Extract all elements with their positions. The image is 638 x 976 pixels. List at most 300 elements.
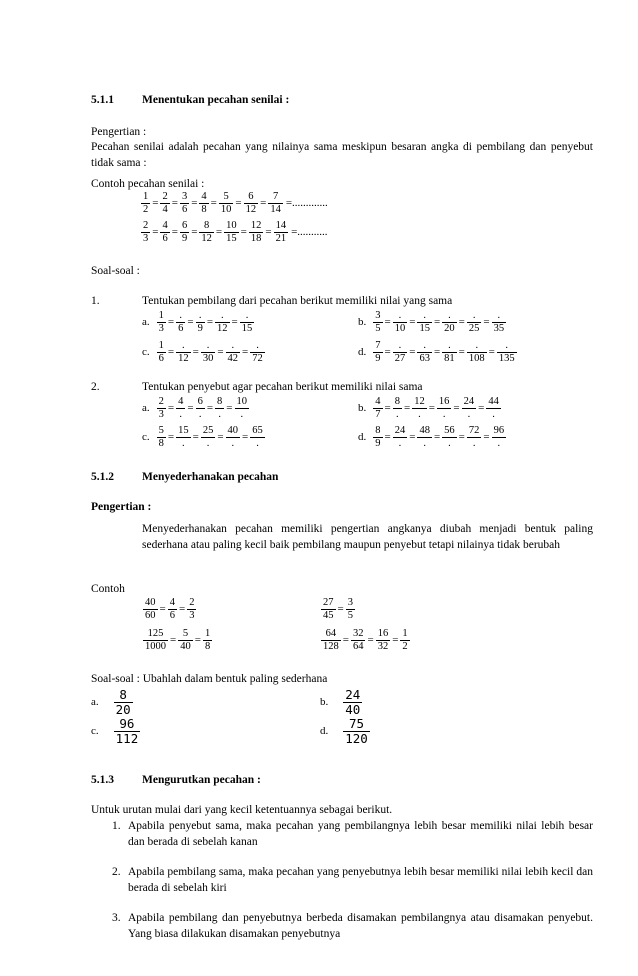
fraction [141,220,150,244]
denominator: 20 [444,322,455,334]
denominator: 8 [158,437,164,449]
numerator: 6 [181,220,188,231]
equals-sign: = [167,401,175,414]
fraction [176,310,185,334]
fraction [196,310,205,334]
denominator: 10 [220,203,232,215]
denominator: . [206,437,210,449]
fraction [467,340,487,364]
denominator: . [442,408,446,420]
q2-c [142,425,266,449]
fraction [141,191,150,215]
numerator: 4 [169,597,175,608]
fraction [196,396,205,420]
fraction [417,425,432,449]
denominator: 45 [323,609,334,621]
numerator: 5 [178,628,193,641]
numerator: 8 [375,425,381,436]
numerator: 7 [268,191,283,204]
section-number-513: 5.1.3 [91,774,114,786]
numerator: 8 [199,220,214,233]
fraction [114,717,141,746]
denominator: 63 [419,352,430,364]
fraction [417,340,432,364]
pengertian-text-1: Pecahan senilai adalah pecahan yang nilainya sama meskipun besaran angka di pembilang dan penyebut tidak sama : [91,141,593,169]
numerator: 8 [394,396,400,407]
fraction [244,191,259,215]
numerator: 10 [226,220,237,231]
fraction [250,425,265,449]
denominator: 30 [202,352,214,364]
numerator: 40 [227,425,239,436]
numerator: . [215,310,230,323]
denominator: 60 [145,609,156,621]
denominator: . [418,408,421,420]
fraction [412,396,427,420]
denominator: 4 [162,203,168,215]
fraction [442,310,457,334]
contoh-label-2: Contoh [91,583,125,595]
soal-label-2: Soal-soal : Ubahlah dalam bentuk paling sederhana [91,673,328,685]
fraction [467,310,482,334]
equals-sign: = [206,401,214,414]
soal-label-1: Soal-soal : [91,265,140,277]
equals-sign: = [384,401,391,414]
numerator: 32 [352,628,364,639]
section-title-511: Menentukan pecahan senilai : [142,94,290,106]
fraction [160,220,169,244]
numerator: 14 [275,220,287,231]
numerator: . [442,340,457,353]
numerator: . [393,310,408,323]
fraction [219,191,234,215]
numerator: 3 [375,310,381,321]
fraction [199,220,214,244]
equals-sign: = [210,196,217,209]
numerator: 96 [114,717,141,732]
fraction-chain [156,340,266,364]
denominator: 12 [178,352,189,364]
denominator: 15 [226,232,237,244]
equals-sign: = [409,430,416,443]
equals-sign: = [192,345,199,358]
equals-sign: = [260,196,267,209]
fraction [442,340,457,364]
denominator: 3 [158,322,164,334]
fraction [486,396,501,420]
list-item [112,865,593,896]
soal2-a [91,688,134,717]
numerator: 15 [178,425,189,436]
list-item [112,819,593,850]
item-label: d. [320,724,329,737]
equals-sign: = [187,401,194,414]
denominator: 15 [419,322,430,334]
fraction [373,310,382,334]
fraction [492,425,507,449]
numerator: 10 [236,396,248,407]
equals-sign: = [384,430,391,443]
numerator: . [240,310,255,323]
list-number: 1. [112,820,121,832]
numerator: 12 [414,396,425,407]
denominator: 2 [143,203,149,215]
fraction-chain [156,425,266,449]
equals-sign: = [433,430,441,443]
equals-sign: = [265,225,272,238]
numerator: 6 [244,191,259,204]
numerator: . [442,310,457,323]
equals-sign: = [231,315,238,328]
q2-a [142,396,250,420]
q2-text: Tentukan penyebut agar pecahan berikut memiliki nilai sama [142,381,423,393]
denominator: . [256,437,259,449]
equals-sign: = [433,315,441,328]
fraction [492,310,507,334]
equals-sign: = [187,315,194,328]
denominator: 8 [201,203,207,215]
equals-sign: = [409,345,416,358]
denominator: 72 [252,352,263,364]
fraction [157,425,166,449]
denominator: . [398,437,402,449]
equals-sign: = [191,225,198,238]
equals-sign: = [384,345,391,358]
numerator: 4 [178,396,184,407]
fraction [176,425,191,449]
numerator: . [393,340,408,353]
equals-sign: = [384,315,391,328]
pengertian-text-2: Menyederhanakan pecahan memiliki pengertian angkanya diubah menjadi bentuk paling sederhana atau paling kecil baik pembilang maupun penyebut tetapi nilainya tidak berubah [142,523,593,551]
fraction [176,340,191,364]
numerator: . [497,340,517,353]
fraction [157,340,166,364]
item-label: c. [142,430,150,443]
fraction [351,628,366,652]
equals-sign: = [152,225,159,238]
fraction [157,396,166,420]
denominator: 40 [180,640,191,652]
equals-sign: = [167,315,175,328]
denominator: . [467,408,471,420]
denominator: . [198,408,202,420]
denominator: . [231,437,235,449]
denominator: . [218,408,221,420]
equals-sign: = [342,633,349,646]
numerator: 96 [493,425,505,436]
denominator: 108 [468,352,485,364]
numerator: 4 [162,220,168,231]
numerator: 2 [162,191,168,202]
numerator: 48 [419,425,430,436]
numerator: 40 [145,597,156,608]
fraction [180,191,189,215]
equals-sign: = [458,430,465,443]
q2-b [358,396,502,420]
item-label: d. [358,430,367,443]
q1-b [358,310,507,334]
contoh2-1 [142,597,197,621]
denominator: . [182,437,185,449]
fraction [201,340,216,364]
item-label: c. [142,345,150,358]
denominator: 9 [375,437,381,449]
contoh-row-2 [140,220,329,244]
equals-sign: = [170,633,177,646]
equals-sign: = [191,196,198,209]
numerator: 125 [143,628,168,641]
equals-sign: = [215,225,223,238]
item-label: a. [142,401,150,414]
denominator: 2 [402,640,408,652]
item-label: d. [358,345,367,358]
denominator: . [497,437,501,449]
fraction [187,597,196,621]
denominator: 5 [375,322,381,334]
denominator: . [492,408,495,420]
denominator: 7 [375,408,381,420]
denominator: 12 [245,203,257,215]
soal2-c [91,717,141,746]
contoh2-2 [320,597,356,621]
dotted-tail: =............. [285,196,328,209]
pengertian-label-2: Pengertian : [91,501,152,513]
numerator: . [176,310,185,323]
denominator: 35 [493,322,505,334]
denominator: 3 [158,408,164,420]
numerator: 24 [394,425,406,436]
numerator: 24 [463,396,475,407]
q1-text: Tentukan pembilang dari pecahan berikut memiliki nilai yang sama [142,295,453,307]
item-label: b. [320,695,329,708]
pengertian-label-1: Pengertian : [91,126,147,138]
equals-sign: = [483,315,490,328]
fraction [249,220,264,244]
denominator: 120 [345,730,368,746]
numerator: 1 [158,310,164,321]
numerator: . [492,310,507,323]
fraction [442,425,457,449]
denominator: 6 [181,203,188,215]
equals-sign: = [337,602,344,615]
numerator: 72 [468,425,480,436]
fraction [224,220,239,244]
denominator: 12 [217,322,228,334]
denominator: 64 [352,640,364,652]
numerator: 56 [444,425,455,436]
denominator: 10 [394,322,406,334]
numerator: 65 [252,425,263,436]
denominator: . [396,408,399,420]
numerator: 25 [202,425,214,436]
denominator: 32 [377,640,389,652]
numerator: 3 [347,597,353,608]
equals-sign: = [433,345,441,358]
equals-sign: = [453,401,460,414]
urut-list [112,819,593,942]
equals-sign: = [483,430,490,443]
denominator: 12 [201,232,212,244]
denominator: . [423,437,426,449]
contoh2-4 [320,628,411,652]
equals-sign: = [192,430,199,443]
numerator: 2 [158,396,164,407]
fraction [114,688,133,717]
denominator: . [240,408,244,420]
section-number-512: 5.1.2 [91,471,114,483]
fraction [143,597,158,621]
fraction [201,425,216,449]
fraction [321,597,336,621]
fraction [268,191,283,215]
soal2-b [320,688,363,717]
numerator: 2 [143,220,149,231]
fraction [250,340,265,364]
item-label: c. [91,724,99,737]
denominator: 14 [270,203,281,215]
numerator: 8 [114,688,133,703]
list-text: Apabila pembilang sama, maka pecahan yang penyebutnya lebih besar memiliki nilai lebih kecil dan berada di sebelah kiri [128,866,593,894]
numerator: 4 [375,396,381,407]
section-number-511: 5.1.1 [91,94,114,106]
equals-sign: = [478,401,485,414]
equals-sign: = [217,430,224,443]
numerator: 16 [377,628,389,639]
fraction [226,340,241,364]
numerator: . [467,340,487,353]
q1-d [358,340,518,364]
fraction-chain [156,396,250,420]
fraction [143,628,168,652]
fraction [437,396,452,420]
soal2-d [320,717,371,746]
list-item [112,911,593,942]
denominator: 15 [241,322,253,334]
denominator: 20 [115,701,131,717]
fraction-chain [372,396,502,420]
equals-sign: = [458,315,465,328]
equals-sign: = [235,196,242,209]
numerator: 5 [158,425,164,436]
equals-sign: = [206,315,214,328]
fraction [215,396,224,420]
fraction [240,310,255,334]
equals-sign: = [409,315,416,328]
list-text: Apabila penyebut sama, maka pecahan yang pembilangnya lebih besar memiliki nilai lebih besar dan berada di sebelah kanan [128,820,593,848]
item-label: a. [142,315,150,328]
denominator: . [448,437,451,449]
denominator: 9 [375,352,381,364]
list-number: 2. [112,866,121,879]
equals-sign: = [240,225,247,238]
denominator: 40 [345,701,361,717]
denominator: 27 [394,352,406,364]
numerator: 1 [143,191,149,202]
equals-sign: = [194,633,201,646]
numerator: . [417,340,432,353]
equals-sign: = [242,345,249,358]
numerator: . [226,340,241,353]
fraction [393,340,408,364]
fraction [497,340,517,364]
fraction [393,425,408,449]
fraction-chain [372,310,507,334]
fraction [373,340,382,364]
q1-number: 1. [91,295,100,307]
equals-sign: = [159,602,166,615]
equals-sign: = [488,345,495,358]
denominator: 18 [250,232,262,244]
equals-sign: = [226,401,233,414]
numerator: 75 [343,717,370,732]
fraction [274,220,289,244]
denominator: 5 [347,609,353,621]
denominator: 9 [197,322,203,334]
denominator: 1000 [145,640,166,652]
numerator: . [417,310,432,323]
equals-sign: = [167,345,175,358]
numerator: . [250,340,265,353]
equals-sign: = [367,633,374,646]
numerator: 6 [197,396,203,407]
denominator: 3 [189,609,195,621]
denominator: 9 [181,232,188,244]
fraction [343,717,370,746]
numerator: . [201,340,216,353]
numerator: 3 [181,191,188,202]
fraction [346,597,355,621]
fraction [178,628,193,652]
numerator: 16 [438,396,450,407]
numerator: 8 [217,396,223,407]
numerator: 24 [345,687,361,702]
fraction-chain [372,425,507,449]
fraction-chain [156,310,256,334]
fraction [226,425,241,449]
section-title-512: Menyederhanakan pecahan [142,471,279,483]
equals-sign: = [428,401,435,414]
denominator: 135 [498,352,515,364]
numerator: . [196,310,205,323]
equals-sign: = [217,345,224,358]
numerator: 12 [250,220,262,231]
contoh2-3 [142,628,213,652]
denominator: 6 [178,322,184,334]
denominator: 6 [169,609,175,621]
equals-sign: = [167,430,175,443]
numerator: 44 [488,396,499,407]
list-number: 3. [112,912,121,925]
fraction [235,396,250,420]
fraction [343,688,362,717]
q2-number: 2. [91,381,100,393]
denominator: 81 [444,352,455,364]
fraction [168,597,177,621]
fraction [176,396,185,420]
item-label: b. [358,315,367,328]
fraction [462,396,477,420]
list-text: Apabila pembilang dan penyebutnya berbeda disamakan pembilangnya atau disamakan penyebut. Yang biasa dilakukan disamakan penyebutnya [128,912,593,940]
numerator: 27 [323,597,334,608]
denominator: . [472,437,476,449]
denominator: 25 [468,322,480,334]
fraction [203,628,212,652]
numerator: 64 [321,628,341,641]
section-title-513: Mengurutkan pecahan : [142,774,261,786]
equals-sign: = [403,401,411,414]
fraction [393,396,402,420]
fraction [400,628,409,652]
